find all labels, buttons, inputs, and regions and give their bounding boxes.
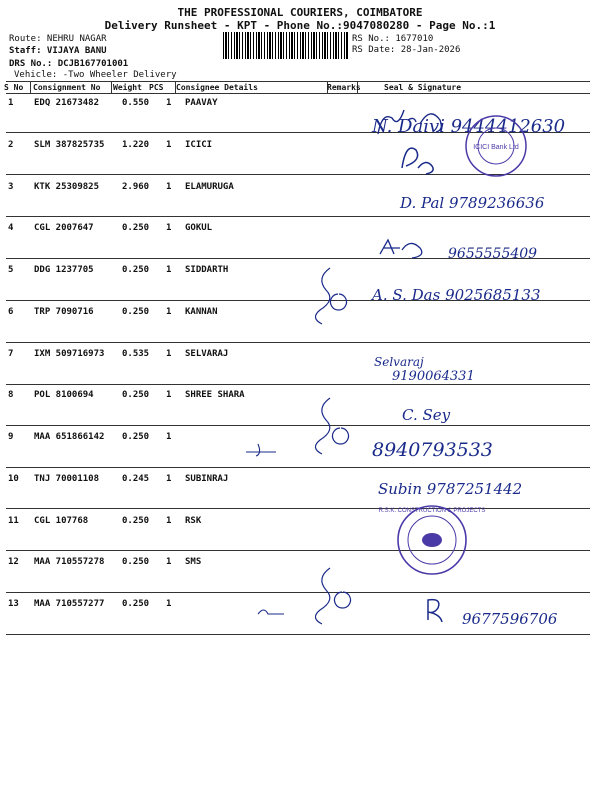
pcs-cell: 1: [166, 432, 172, 442]
handwritten-signature-13: 9677596706: [462, 610, 558, 628]
consignee-cell: PAAVAY: [185, 98, 218, 108]
sno-cell: 5: [8, 265, 14, 275]
handwritten-signature-9: 8940793533: [372, 439, 493, 461]
col-header-consignee: Consignee Details: [176, 83, 258, 92]
handwritten-signature-1: N. Daivi 9444412630: [372, 116, 566, 137]
tick-mark: [246, 444, 276, 456]
weight-cell: 0.535: [122, 349, 150, 359]
rsk-stamp-text: R.S.K. CONSTRUCTION & PROJECTS: [378, 508, 486, 514]
rs-number: RS No.: 1677010: [352, 34, 434, 44]
consignment-cell: MAA 651866142: [34, 432, 105, 442]
col-header-remarks: Remarks: [327, 83, 361, 92]
sno-cell: 4: [8, 223, 14, 233]
weight-cell: 0.250: [122, 432, 150, 442]
tick-mark: [258, 610, 284, 614]
drs-label: DRS No.: DCJB167701001: [9, 59, 129, 69]
route-label: Route: NEHRU NAGAR: [9, 34, 107, 44]
consignee-cell: GOKUL: [185, 223, 213, 233]
consignment-cell: POL 8100694: [34, 390, 94, 400]
col-header-pcs: PCS: [149, 83, 164, 92]
runsheet-title: Delivery Runsheet - KPT - Phone No.:9047080280 - Page No.:1: [104, 19, 496, 32]
consignment-cell: EDQ 21673482: [34, 98, 100, 108]
consignment-cell: MAA 710557277: [34, 599, 105, 609]
weight-cell: 1.220: [122, 140, 150, 150]
pcs-cell: 1: [166, 182, 172, 192]
handwritten-signature-8: C. Sey: [402, 406, 451, 424]
consignment-cell: CGL 2007647: [34, 223, 94, 233]
handwritten-signature-7b: 9190064331: [392, 369, 475, 384]
pcs-cell: 1: [166, 265, 172, 275]
consignment-cell: KTK 25309825: [34, 182, 100, 192]
weight-cell: 0.250: [122, 557, 150, 567]
consignee-cell: SHREE SHARA: [185, 390, 245, 400]
company-title: THE PROFESSIONAL COURIERS, COIMBATORE: [177, 6, 423, 19]
handwritten-signature-5: A. S. Das 9025685133: [372, 286, 541, 304]
delivery-mark: [315, 568, 350, 624]
weight-cell: 0.245: [122, 474, 150, 484]
signature-stroke: [402, 148, 433, 174]
weight-cell: 0.550: [122, 98, 150, 108]
handwritten-signature-3: D. Pal 9789236636: [400, 194, 545, 212]
pcs-cell: 1: [166, 349, 172, 359]
sno-cell: 10: [8, 474, 19, 484]
consignment-cell: TRP 7090716: [34, 307, 94, 317]
consignee-cell: SMS: [185, 557, 202, 567]
icici-stamp-text: ICICI Bank Ltd: [473, 144, 519, 151]
sno-cell: 9: [8, 432, 14, 442]
staff-label: Staff: VIJAYA BANU: [9, 46, 107, 56]
sno-cell: 7: [8, 349, 14, 359]
col-header-signature: Seal & Signature: [384, 83, 462, 92]
weight-cell: 2.960: [122, 182, 150, 192]
pcs-cell: 1: [166, 599, 172, 609]
sno-cell: 3: [8, 182, 14, 192]
weight-cell: 0.250: [122, 307, 150, 317]
weight-cell: 0.250: [122, 599, 150, 609]
sno-cell: 1: [8, 98, 14, 108]
col-header-weight: Weight: [113, 83, 142, 92]
signature-stroke: [380, 240, 422, 258]
pcs-cell: 1: [166, 140, 172, 150]
col-header-consignment: Consignment No: [33, 83, 101, 92]
sno-cell: 11: [8, 516, 19, 526]
weight-cell: 0.250: [122, 265, 150, 275]
delivery-mark: [315, 398, 348, 454]
consignee-cell: ICICI: [185, 140, 213, 150]
col-header-sno: S No: [4, 83, 24, 92]
consignee-cell: SIDDARTH: [185, 265, 229, 275]
vehicle-label: Vehicle: -Two Wheeler Delivery: [14, 70, 177, 80]
handwritten-signature-7a: Selvaraj: [374, 355, 424, 369]
consignment-cell: TNJ 70001108: [34, 474, 100, 484]
rs-date: RS Date: 28-Jan-2026: [352, 45, 461, 55]
pcs-cell: 1: [166, 557, 172, 567]
consignment-cell: CGL 107768: [34, 516, 89, 526]
delivery-mark: [315, 268, 346, 324]
consignee-cell: KANNAN: [185, 307, 218, 317]
pcs-cell: 1: [166, 474, 172, 484]
handwritten-signature-10: Subin 9787251442: [378, 480, 523, 498]
consignee-cell: ELAMURUGA: [185, 182, 234, 192]
weight-cell: 0.250: [122, 223, 150, 233]
sno-cell: 13: [8, 599, 19, 609]
consignment-cell: DDG 1237705: [34, 265, 94, 275]
pcs-cell: 1: [166, 516, 172, 526]
sno-cell: 8: [8, 390, 14, 400]
pcs-cell: 1: [166, 390, 172, 400]
sno-cell: 12: [8, 557, 19, 567]
pcs-cell: 1: [166, 223, 172, 233]
handwritten-signature-4: 9655555409: [448, 246, 538, 262]
consignment-cell: IXM 509716973: [34, 349, 105, 359]
consignment-cell: MAA 710557278: [34, 557, 105, 567]
sno-cell: 2: [8, 140, 14, 150]
consignee-cell: SUBINRAJ: [185, 474, 229, 484]
consignee-cell: RSK: [185, 516, 202, 526]
signature-stroke: [428, 600, 442, 622]
pcs-cell: 1: [166, 307, 172, 317]
weight-cell: 0.250: [122, 390, 150, 400]
pcs-cell: 1: [166, 98, 172, 108]
consignee-cell: SELVARAJ: [185, 349, 229, 359]
consignment-cell: SLM 387825735: [34, 140, 105, 150]
rsk-seal-stamp: [379, 506, 486, 574]
sno-cell: 6: [8, 307, 14, 317]
weight-cell: 0.250: [122, 516, 150, 526]
